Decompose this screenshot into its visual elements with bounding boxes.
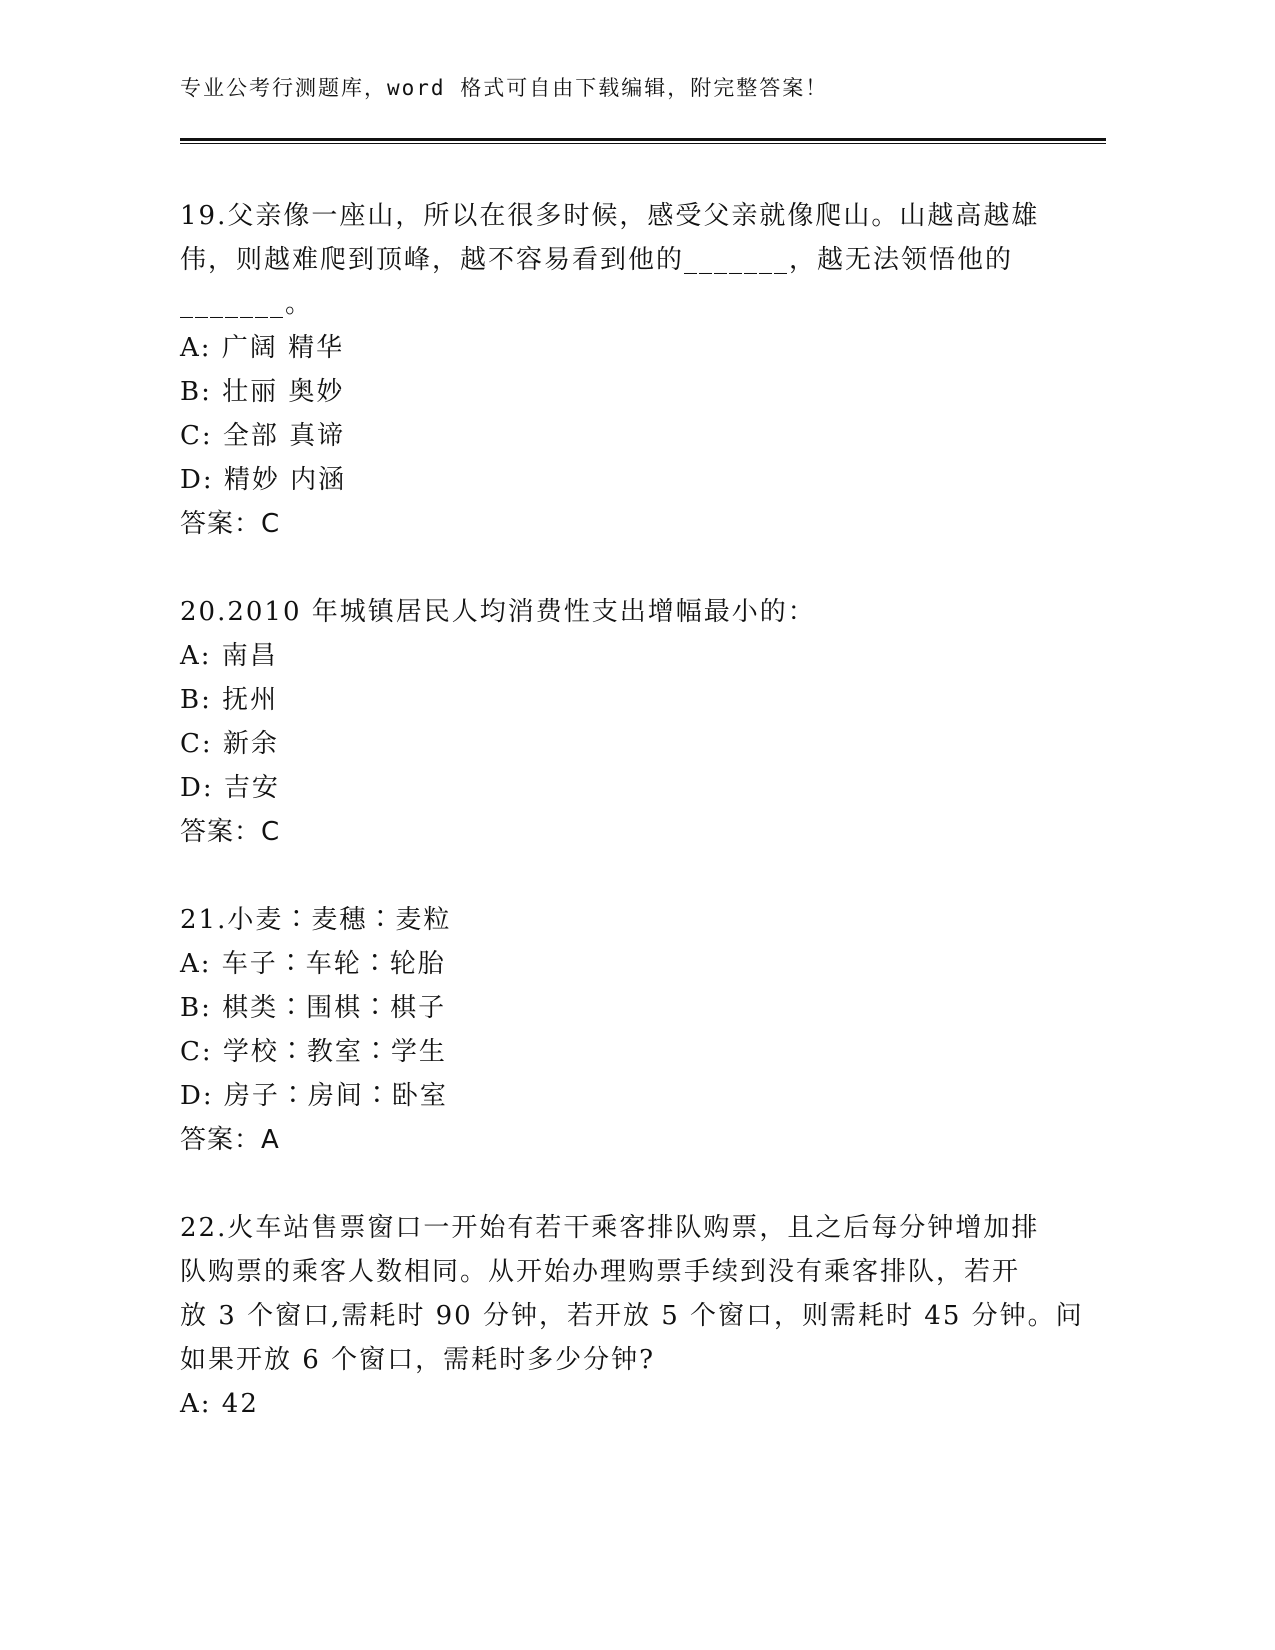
answer-line: 答案：C xyxy=(180,509,281,539)
answer-line: 答案：A xyxy=(180,1125,280,1155)
option-a: A: 广阔 精华 xyxy=(180,333,345,363)
question-list xyxy=(180,194,1084,1470)
question-line: 伟，则越难爬到顶峰，越不容易看到他的_______，越无法领悟他的 xyxy=(180,245,1014,275)
answer-line: 答案：C xyxy=(180,817,281,847)
question-21 xyxy=(180,898,1040,1162)
question-line: 20.2010 年城镇居民人均消费性支出增幅最小的： xyxy=(180,597,816,627)
question-line: _______。 xyxy=(180,289,314,319)
option-b: B: 壮丽 奥妙 xyxy=(180,377,345,407)
option-c: C: 新余 xyxy=(180,729,279,759)
option-b: B: 棋类∶围棋∶棋子 xyxy=(180,993,447,1023)
question-line: 22.火车站售票窗口一开始有若干乘客排队购票，且之后每分钟增加排 xyxy=(180,1213,1040,1243)
option-b: B: 抚州 xyxy=(180,685,279,715)
header-rule-thin xyxy=(180,143,1106,144)
option-a: A: 南昌 xyxy=(180,641,278,671)
option-c: C: 全部 真谛 xyxy=(180,421,346,451)
option-d: D: 吉安 xyxy=(180,773,280,803)
question-text xyxy=(180,590,1040,634)
question-22 xyxy=(180,1206,1084,1426)
option-d: D: 房子∶房间∶卧室 xyxy=(180,1081,448,1111)
question-line: 放 3 个窗口,需耗时 90 分钟，若开放 5 个窗口，则需耗时 45 分钟。问 xyxy=(180,1301,1084,1331)
page-header: 专业公考行测题库，word 格式可自由下载编辑，附完整答案！ xyxy=(180,76,829,100)
question-line: 21.小麦∶麦穗∶麦粒 xyxy=(180,905,452,935)
option-a: A: 车子∶车轮∶轮胎 xyxy=(180,949,446,979)
question-line: 19.父亲像一座山，所以在很多时候，感受父亲就像爬山。山越高越雄 xyxy=(180,201,1040,231)
header-rule-thick xyxy=(180,138,1106,141)
question-text xyxy=(180,898,1040,942)
question-line: 队购票的乘客人数相同。从开始办理购票手续到没有乘客排队，若开 xyxy=(180,1257,1021,1287)
option-c: C: 学校∶教室∶学生 xyxy=(180,1037,447,1067)
question-20 xyxy=(180,590,1040,854)
question-line: 如果开放 6 个窗口，需耗时多少分钟? xyxy=(180,1345,656,1375)
question-19 xyxy=(180,194,1040,546)
option-d: D: 精妙 内涵 xyxy=(180,465,347,495)
question-text xyxy=(180,194,1040,326)
option-a: A: 42 xyxy=(180,1389,259,1419)
question-text xyxy=(180,1206,1084,1382)
